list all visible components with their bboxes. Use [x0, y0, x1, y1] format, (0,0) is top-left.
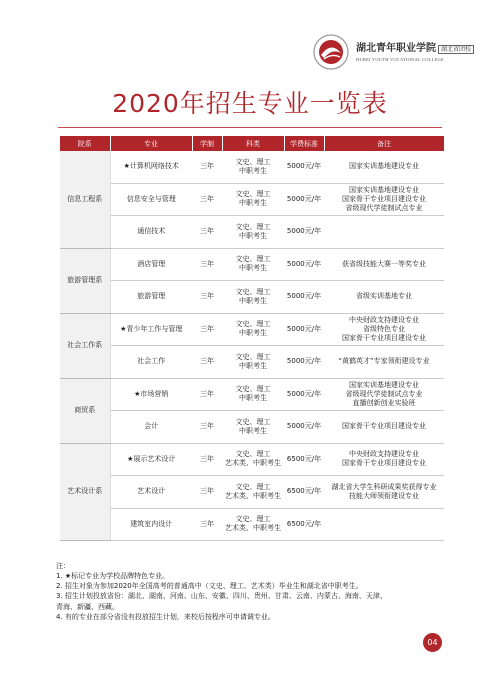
majors-table — [60, 136, 445, 541]
remark-line: 获省级技能大赛一等奖专业 — [342, 259, 426, 268]
major-cell: 建筑室内设计 — [110, 508, 192, 541]
fee-cell: 6500元/年 — [284, 508, 324, 541]
subject-cell — [222, 443, 284, 476]
major-cell: ★市场营销 — [110, 378, 192, 411]
department-cell: 艺术设计系 — [60, 443, 110, 541]
years-cell: 三年 — [192, 508, 222, 541]
subject-cell — [222, 476, 284, 509]
remark-line: 省级特色专业 — [363, 324, 405, 333]
remark-line: 省级现代学徒制试点专业 — [345, 203, 423, 212]
subject-line: 中职考生 — [239, 166, 267, 175]
remarks-cell — [324, 346, 444, 379]
remarks-cell — [324, 443, 444, 476]
years-cell: 三年 — [192, 411, 222, 444]
subject-line: 艺术类、中职考生 — [225, 524, 281, 533]
fee-cell: 5000元/年 — [284, 378, 324, 411]
years-cell: 三年 — [192, 476, 222, 509]
remark-line: 国家骨干专业项目建设专业 — [342, 459, 426, 468]
major-cell: 通信技术 — [110, 216, 192, 249]
subject-line: 文史、理工 — [235, 515, 271, 524]
remarks-cell — [324, 281, 444, 314]
subject-cell — [222, 346, 284, 379]
years-cell: 三年 — [192, 281, 222, 314]
department-cell: 信息工程系 — [60, 151, 110, 248]
page-title: 2020年招生专业一览表 — [112, 89, 388, 118]
table-row — [60, 378, 444, 411]
fee-cell: 5000元/年 — [284, 183, 324, 216]
school-tag: 湖北省团校 — [438, 45, 474, 54]
school-emblem-icon — [312, 33, 350, 71]
page-number: 04 — [423, 633, 442, 652]
remark-line: 中央财政支持建设专业 — [349, 450, 419, 459]
note-line: 3. 招生计划投放省份：湖北、湖南、河南、山东、安徽、四川、贵州、甘肃、云南、内蒙古、海南、天津、 — [56, 592, 387, 601]
subject-line: 中职考生 — [239, 296, 267, 305]
school-name: 湖北青年职业学院 — [356, 43, 436, 54]
subject-line: 文史、理工 — [235, 287, 271, 296]
remark-line: 国家骨干专业项目建设专业 — [342, 194, 426, 203]
table-row — [60, 313, 444, 346]
subject-line: 艺术类、中职考生 — [225, 459, 281, 468]
remark-line: 中央财政支持建设专业 — [349, 315, 419, 324]
table-row — [60, 281, 444, 314]
remark-line: 国家骨干专业项目建设专业 — [342, 333, 426, 342]
subject-line: 中职考生 — [239, 264, 267, 273]
remark-line: 直播创新创业实验班 — [352, 398, 416, 407]
remarks-cell — [324, 313, 444, 346]
major-cell: ★青少年工作与管理 — [110, 313, 192, 346]
subject-line: 文史、理工 — [235, 385, 271, 394]
remarks-cell — [324, 151, 444, 183]
remarks-cell — [324, 508, 444, 541]
subject-cell — [222, 151, 284, 183]
fee-cell: 5000元/年 — [284, 411, 324, 444]
major-cell: 旅游管理 — [110, 281, 192, 314]
remark-line: 国家实训基地建设专业 — [349, 162, 419, 171]
subject-line: 艺术类、中职考生 — [225, 491, 281, 500]
remark-line: 国家实训基地建设专业 — [349, 185, 419, 194]
remarks-cell — [324, 248, 444, 281]
subject-line: 文史、理工 — [235, 190, 271, 199]
remark-line: 国家骨干专业项目建设专业 — [342, 422, 426, 431]
subject-line: 文史、理工 — [235, 417, 271, 426]
subject-cell — [222, 281, 284, 314]
subject-line: 文史、理工 — [235, 255, 271, 264]
subject-line: 文史、理工 — [235, 482, 271, 491]
table-header-row — [60, 136, 444, 151]
subject-cell — [222, 248, 284, 281]
major-cell: 酒店管理 — [110, 248, 192, 281]
fee-cell: 5000元/年 — [284, 216, 324, 249]
table-row — [60, 151, 444, 183]
header-years: 学制 — [192, 136, 222, 151]
department-cell: 社会工作系 — [60, 313, 110, 378]
notes — [56, 561, 456, 622]
subject-line: 中职考生 — [239, 231, 267, 240]
years-cell: 三年 — [192, 183, 222, 216]
header-dept: 院系 — [60, 136, 110, 151]
subject-cell — [222, 378, 284, 411]
notes-label: 注： — [56, 562, 70, 570]
years-cell: 三年 — [192, 151, 222, 183]
major-cell: ★计算机网络技术 — [110, 151, 192, 183]
fee-cell: 5000元/年 — [284, 248, 324, 281]
subject-line: 中职考生 — [239, 329, 267, 338]
fee-cell: 5000元/年 — [284, 281, 324, 314]
remark-line: 湖北省大学生科研成果奖获得专业 — [331, 482, 437, 491]
table-row — [60, 476, 444, 509]
years-cell: 三年 — [192, 248, 222, 281]
remarks-cell — [324, 378, 444, 411]
department-cell: 商贸系 — [60, 378, 110, 443]
years-cell: 三年 — [192, 216, 222, 249]
subject-line: 文史、理工 — [235, 320, 271, 329]
major-cell: 信息安全与管理 — [110, 183, 192, 216]
department-cell: 旅游管理系 — [60, 248, 110, 313]
table-row — [60, 248, 444, 281]
school-logo — [312, 33, 472, 73]
title-divider — [58, 127, 442, 128]
header-remarks: 备注 — [324, 136, 444, 151]
years-cell: 三年 — [192, 443, 222, 476]
fee-cell: 5000元/年 — [284, 346, 324, 379]
subject-line: 中职考生 — [239, 199, 267, 208]
note-line: 1. ★标记专业为学校品牌特色专业。 — [56, 572, 170, 581]
major-cell: ★展示艺术设计 — [110, 443, 192, 476]
years-cell: 三年 — [192, 313, 222, 346]
remarks-cell — [324, 183, 444, 216]
fee-cell: 5000元/年 — [284, 313, 324, 346]
major-cell: 会计 — [110, 411, 192, 444]
header-major: 专业 — [110, 136, 192, 151]
table-row — [60, 183, 444, 216]
fee-cell: 5000元/年 — [284, 151, 324, 183]
remark-line: 国家实训基地建设专业 — [349, 380, 419, 389]
subject-line: 文史、理工 — [235, 157, 271, 166]
subject-line: 中职考生 — [239, 394, 267, 403]
table-row — [60, 346, 444, 379]
remarks-cell — [324, 216, 444, 249]
years-cell: 三年 — [192, 346, 222, 379]
remark-line: 技能大师领衔建设专业 — [349, 491, 419, 500]
remark-line: 省级实训基地专业 — [356, 292, 412, 301]
subject-cell — [222, 183, 284, 216]
table-row — [60, 216, 444, 249]
note-line: 4. 有的专业在部分省没有投放招生计划，来校后按程序可申请调专业。 — [56, 612, 275, 621]
subject-cell — [222, 411, 284, 444]
table-row — [60, 411, 444, 444]
table-row — [60, 443, 444, 476]
subject-cell — [222, 216, 284, 249]
fee-cell: 6500元/年 — [284, 443, 324, 476]
subject-cell — [222, 313, 284, 346]
major-cell: 社会工作 — [110, 346, 192, 379]
subject-line: 文史、理工 — [235, 222, 271, 231]
remarks-cell — [324, 476, 444, 509]
subject-line: 中职考生 — [239, 361, 267, 370]
table-row — [60, 508, 444, 541]
subject-line: 中职考生 — [239, 426, 267, 435]
years-cell: 三年 — [192, 378, 222, 411]
subject-line: 文史、理工 — [235, 352, 271, 361]
header-fee: 学费标准 — [284, 136, 324, 151]
note-line: 青海、新疆、西藏。 — [56, 602, 119, 611]
school-name-en: HUBEI YOUTH VOCATIONAL COLLEGE — [356, 57, 444, 62]
remark-line: “黄鹤英才”专家领衔建设专业 — [338, 357, 430, 366]
fee-cell: 6500元/年 — [284, 476, 324, 509]
note-line: 2. 招生对象为参加2020年全国高考的普通高中（文史、理工、艺术类）毕业生和湖北省中职考生。 — [56, 582, 363, 591]
header-subject: 科类 — [222, 136, 284, 151]
subject-cell — [222, 508, 284, 541]
major-cell: 艺术设计 — [110, 476, 192, 509]
remark-line: 省级现代学徒制试点专业 — [345, 389, 423, 398]
remarks-cell — [324, 411, 444, 444]
subject-line: 文史、理工 — [235, 450, 271, 459]
